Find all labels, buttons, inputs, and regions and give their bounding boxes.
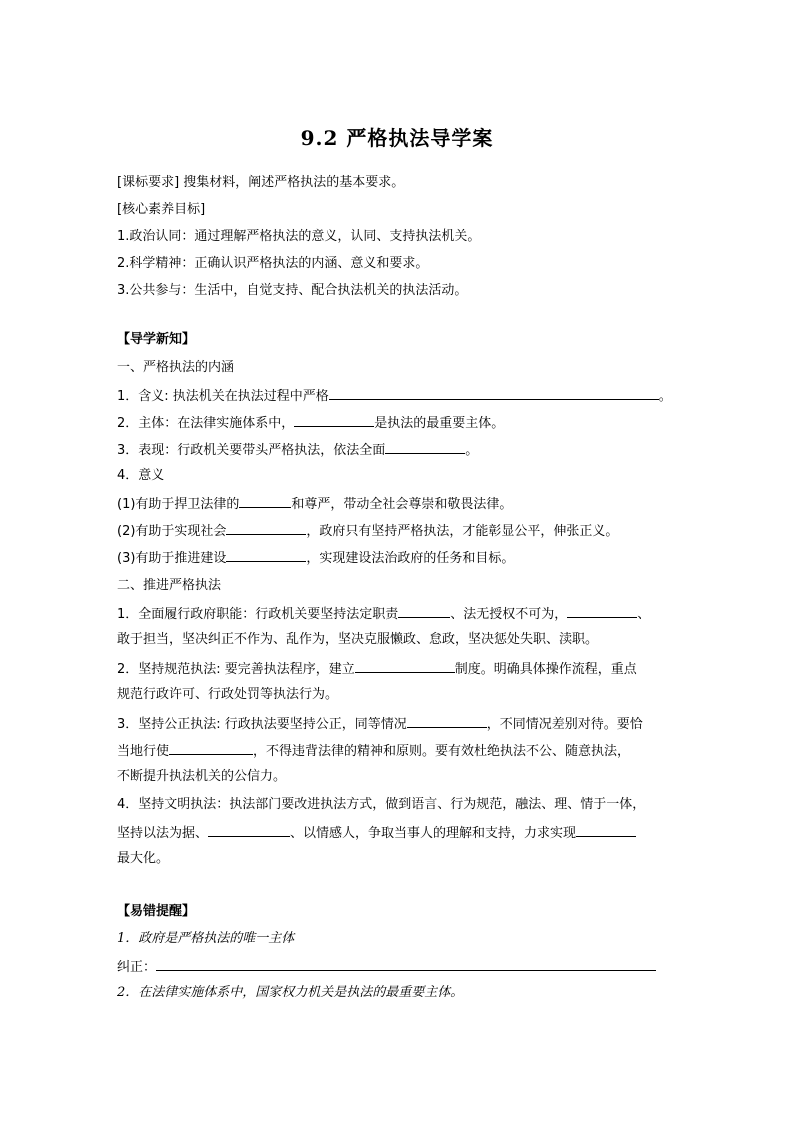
line-text: (2)有助于实现社会 bbox=[117, 524, 227, 539]
line-text: 和尊严，带动全社会尊崇和敬畏法律。 bbox=[291, 497, 513, 512]
fill-blank[interactable] bbox=[239, 493, 291, 508]
significance-item bbox=[117, 520, 697, 542]
line-text: ，不同情况差别对待。要恰 bbox=[486, 717, 643, 732]
part2-title: 二、推进严格执法 bbox=[117, 578, 222, 593]
fill-blank[interactable] bbox=[226, 547, 306, 562]
line-text: 2．主体：在法律实施体系中， bbox=[117, 416, 295, 431]
line-text: ，实现建设法治政府的任务和目标。 bbox=[306, 551, 515, 566]
line-text: ，不得违背法律的精神和原则。要有效杜绝执法不公、随意执法， bbox=[253, 744, 631, 759]
line-text: 3．表现：行政机关要带头严格执法，依法全面 bbox=[117, 443, 386, 458]
line-text: 。 bbox=[658, 389, 672, 404]
practice-item bbox=[117, 713, 697, 735]
line-text: 制度。明确具体操作流程，重点 bbox=[454, 662, 637, 677]
line-text: 坚持以法为据、 bbox=[117, 826, 209, 841]
fill-blank[interactable] bbox=[226, 520, 306, 535]
practice-item-cont: 敢于担当，坚决纠正不作为、乱作为，坚决克服懒政、怠政，坚决惩处失职、渎职。 bbox=[117, 632, 599, 647]
line-text: 、 bbox=[637, 607, 651, 622]
line-text: 。 bbox=[465, 443, 479, 458]
practice-item bbox=[117, 658, 697, 680]
fill-blank[interactable] bbox=[355, 658, 455, 673]
practice-item-cont bbox=[117, 822, 697, 844]
fill-blank[interactable] bbox=[576, 822, 636, 837]
fill-blank[interactable] bbox=[407, 713, 487, 728]
subject-line bbox=[117, 412, 697, 434]
fill-blank[interactable] bbox=[208, 822, 290, 837]
line-text: 纠正： bbox=[117, 960, 157, 975]
fill-blank[interactable] bbox=[567, 603, 637, 618]
definition-line bbox=[117, 385, 697, 407]
error-item: 1．政府是严格执法的唯一主体 bbox=[117, 931, 295, 946]
line-text: 1．全面履行政府职能：行政机关要坚持法定职责 bbox=[117, 607, 399, 622]
line-text: 2．坚持规范执法: 要完善执法程序，建立 bbox=[117, 662, 355, 677]
fill-blank[interactable] bbox=[329, 385, 659, 400]
manifestation-line bbox=[117, 439, 697, 461]
significance-heading: 4．意义 bbox=[117, 468, 165, 483]
practice-item-cont: 不断提升执法机关的公信力。 bbox=[117, 769, 287, 784]
practice-item: 4．坚持文明执法：执法部门要改进执法方式，做到语言、行为规范，融法、理、情于一体， bbox=[117, 797, 646, 812]
fill-blank[interactable] bbox=[156, 956, 656, 971]
fill-blank[interactable] bbox=[385, 439, 465, 454]
fill-blank[interactable] bbox=[169, 740, 253, 755]
curriculum-requirement: [课标要求] 搜集材料，阐述严格执法的基本要求。 bbox=[117, 175, 405, 190]
line-text: 3．坚持公正执法: 行政执法要坚持公正，同等情况 bbox=[117, 717, 407, 732]
line-text: 、法无授权不可为， bbox=[450, 607, 568, 622]
significance-item bbox=[117, 493, 697, 515]
significance-item bbox=[117, 547, 697, 569]
error-heading: 【易错提醒】 bbox=[117, 904, 196, 919]
line-text: 1．含义: 执法机关在执法过程中严格 bbox=[117, 389, 329, 404]
practice-item bbox=[117, 603, 697, 625]
line-text: ，政府只有坚持严格执法，才能彰显公平，伸张正义。 bbox=[306, 524, 619, 539]
practice-item-cont: 规范行政许可、行政处罚等执法行为。 bbox=[117, 687, 339, 702]
fill-blank[interactable] bbox=[398, 603, 450, 618]
practice-item-cont bbox=[117, 740, 697, 762]
line-text: 、以情感人，争取当事人的理解和支持，力求实现 bbox=[290, 826, 577, 841]
line-text: (1)有助于捍卫法律的 bbox=[117, 497, 240, 512]
line-text: 是执法的最重要主体。 bbox=[374, 416, 505, 431]
part1-title: 一、严格执法的内涵 bbox=[117, 360, 235, 375]
guide-heading: 【导学新知】 bbox=[117, 332, 196, 347]
goal-item: 1.政治认同：通过理解严格执法的意义，认同、支持执法机关。 bbox=[117, 229, 481, 244]
error-item: 2．在法律实施体系中，国家权力机关是执法的最重要主体。 bbox=[117, 985, 464, 1000]
fill-blank[interactable] bbox=[294, 412, 374, 427]
core-literacy-heading: [核心素养目标] bbox=[117, 202, 206, 217]
practice-item-cont: 最大化。 bbox=[117, 851, 170, 866]
line-text: 当地行使 bbox=[117, 744, 170, 759]
line-text: (3)有助于推进建设 bbox=[117, 551, 227, 566]
correction-line bbox=[117, 956, 697, 978]
goal-item: 2.科学精神：正确认识严格执法的内涵、意义和要求。 bbox=[117, 256, 429, 271]
goal-item: 3.公共参与：生活中，自觉支持、配合执法机关的执法活动。 bbox=[117, 283, 468, 298]
page-title: 9.2 严格执法导学案 bbox=[300, 126, 494, 150]
